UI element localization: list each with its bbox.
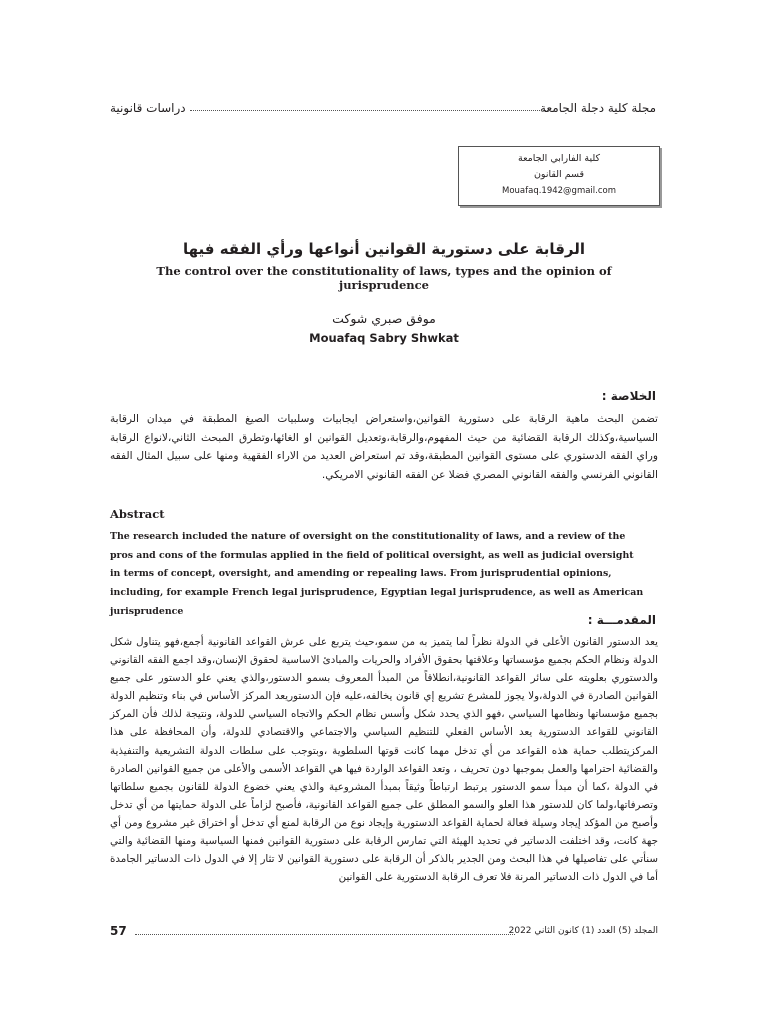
journal-name: مجلة كلية دجلة الجامعة bbox=[540, 101, 656, 115]
footer-divider bbox=[135, 934, 515, 935]
affiliation-box bbox=[458, 146, 660, 206]
author-name-arabic: موفق صبري شوكت bbox=[332, 311, 436, 326]
abstract-text: The research included the nature of oversight on the constitutionality of laws, and a review of the pros and cons of the formulas applied in the field of political oversight, as well as judicial oversight in terms of concept, oversight, and amending or repealing laws. From jurisprudential opinions, including, for example French legal jurisprudence, Egyptian legal jurisprudence, as well as American jurisprudence bbox=[110, 531, 644, 617]
page-number: 57 bbox=[110, 924, 127, 938]
author-name-english: Mouafaq Sabry Shwkat bbox=[309, 331, 459, 345]
affiliation-college: كلية الفارابي الجامعة bbox=[517, 153, 601, 164]
abstract-heading: Abstract bbox=[110, 507, 165, 521]
summary-text: تضمن البحث ماهية الرقابة على دستورية القوانين،واستعراض ايجابيات وسلبيات الصيغ المطبقة في ميدان الرقابة السياسية،وكذلك الرقابة القضائية من حيث المفهوم،والرقابة،وتعديل القوانين او الغائها،وتطرق المبحث الثاني،لانواع الرقابة وراي الفقه الدستوري على مستوى القوانين المطبقة،وقد تم استعراض العديد من الاراء الفقهية ومنها على سبيل المثال الفقه القانوني الفرنسي والفقه القانوني المصري فضلا عن الفقه القانوني الامريكي. bbox=[110, 413, 658, 481]
affiliation-department: قسم القانون bbox=[533, 169, 585, 180]
issue-info: المجلد (5) العدد (1) كانون الثاني 2022 bbox=[508, 926, 658, 936]
header-divider bbox=[190, 110, 550, 111]
author-email: Mouafaq.1942@gmail.com bbox=[501, 186, 617, 196]
section-name: دراسات قانونية bbox=[110, 101, 186, 115]
paper-title-english: The control over the constitutionality of laws, types and the opinion of jurisprudence bbox=[156, 264, 612, 292]
summary-heading: الخلاصة : bbox=[601, 389, 656, 403]
paper-title-arabic: الرقابة على دستورية القوانين أنواعها ورأي الفقه فيها bbox=[183, 240, 585, 258]
introduction-heading: المقدمـــة : bbox=[587, 613, 656, 627]
introduction-text: يعد الدستور القانون الأعلى في الدولة نظراً لما يتميز به من سمو،حيث يتربع على عرش القواعد القانونية أجمع،فهو يتناول شكل الدولة ونظام الحكم بجميع مؤسساتها وعلاقتها بحقوق الأفراد والحريات والمبادئ الاساسية لحقوق الإنسان،وقد اجمع الفقه القانوني والدستوري بعلويته على سائر القواعد القانونية،انطلاقاً من المبدأ المعروف بسمو الدستور،والذي يعني علو الدستور على جميع القوانين الصادرة في الدولة،ولا يجوز للمشرع تشريع إي قانون يخالفه،عليه فإن الدستوريعد المركز الأساس في بناء وتنظيم الدولة بجميع مؤسساتها ونظامها السياسي ،فهو الذي يحدد شكل وأسس نظام الحكم والاتجاه السياسي للدولة، ونتيجة لذلك فأن المركز القانوني للقواعد الدستورية يعد الأساس الفعلي للتنظيم السياسي والاجتماعي والاقتصادي للدولة، وأن المحافظة على هذا المركزيتطلب حماية هذه القواعد من أي تدخل مهما كانت قوتها السلطوية ،وبتوجب على سلطات الدولة التشريعية والتنفيذية والقضائية احترامها والعمل بموجبها دون تحريف ، وتعد القواعد الواردة فيها هي القواعد الأسمى والأعلى من جميع القوانين الصادرة في الدولة ،كما أن مبدأ سمو الدستور يرتبط ارتباطاً وثيقاً بمبدأ المشروعية والذي يعني خضوع الدولة للقانون بجميع سلطاتها وتصرفاتها،ولما كان للدستور هذا العلو والسمو المطلق على جميع القواعد القانونية، فأصبح لزاماً على الدولة حمايتها من أي تدخل وأصبح من المؤكد إيجاد وسيلة فعالة لحماية القواعد الدستورية وإيجاد نوع من الرقابة لمنع أي تدخل أو اختراق غير مشروع ومن أي جهة كانت، وقد اختلفت الدساتير في تحديد الهيئة التي تمارس الرقابة على دستورية القوانين فمنها السياسية ومنها القضائية والتي سنأتي على تفاصيلها في هذا البحث ومن الجدير بالذكر أن الرقابة على دستورية القوانين لا تثار إلا في الدول ذات الدساتير الجامدة أما في الدول ذات الدساتير المرنة فلا تعرف الرقابة الدستورية على القوانين bbox=[110, 636, 658, 884]
